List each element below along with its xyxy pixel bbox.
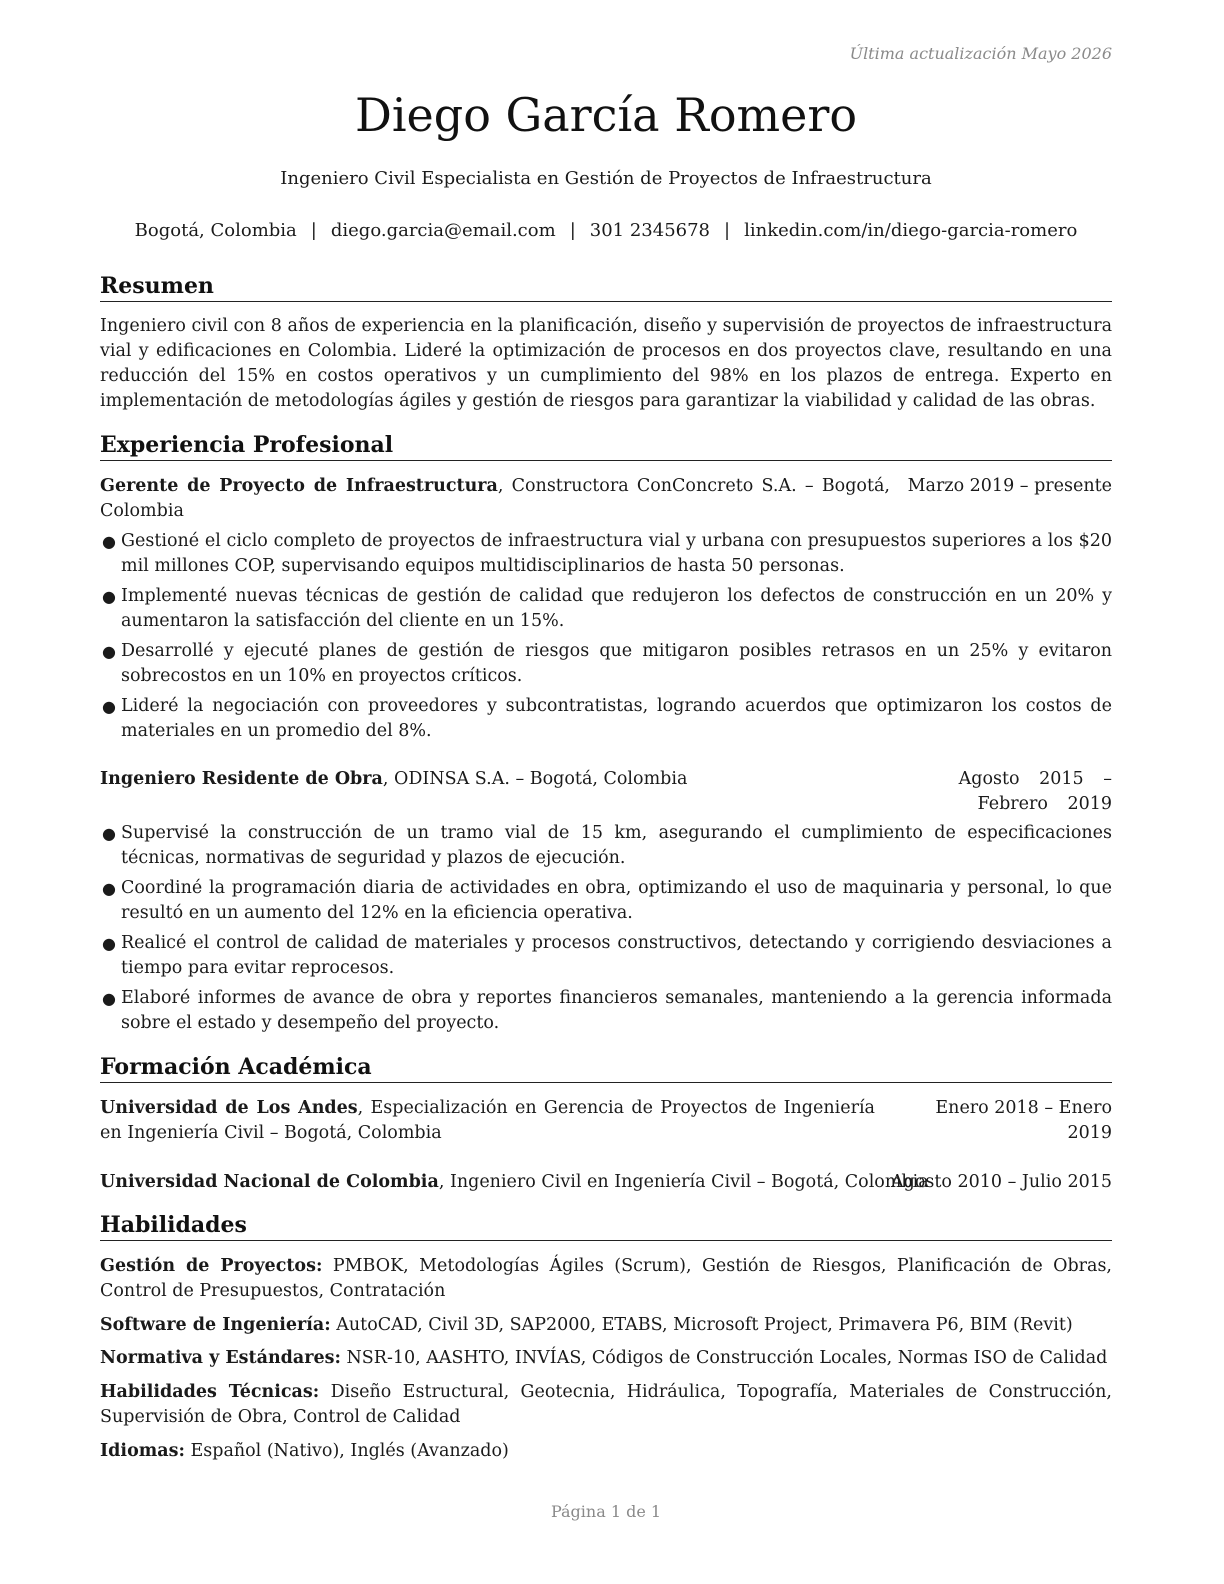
bullet-icon: ● bbox=[102, 587, 116, 606]
job-bullets bbox=[100, 821, 1112, 1041]
professional-headline: Ingeniero Civil Especialista en Gestión de Proyectos de Infraestructura bbox=[280, 168, 932, 189]
contact-separator: | bbox=[310, 220, 317, 241]
job-dates: Agosto 2015 – Febrero 2019 bbox=[958, 769, 1112, 814]
bullet-icon: ● bbox=[102, 697, 116, 716]
contact-phone[interactable]: 301 2345678 bbox=[589, 220, 711, 241]
bullet-icon: ● bbox=[102, 879, 116, 898]
skill-row bbox=[100, 1254, 1112, 1304]
list-item: ● Elaboré informes de avance de obra y reportes financieros semanales, manteniendo a la gerencia informada sobre el estado y desempeño del proyecto. bbox=[102, 988, 1112, 1033]
skill-row bbox=[100, 1346, 1112, 1371]
skill-label: Idiomas: bbox=[100, 1441, 185, 1461]
last-updated-note: Última actualización Mayo 2026 bbox=[849, 44, 1112, 63]
skill-row bbox=[100, 1313, 1112, 1338]
skill-value: PMBOK, Metodologías Ágiles (Scrum), Gestión de Riesgos, Planificación de Obras, Control de Presupuestos, Contratación bbox=[100, 1256, 1112, 1301]
skill-label: Normativa y Estándares: bbox=[100, 1348, 341, 1368]
list-item: ● Supervisé la construcción de un tramo vial de 15 km, asegurando el cumplimiento de especificaciones técnicas, normativas de seguridad y plazos de ejecución. bbox=[102, 823, 1112, 868]
job-title-line bbox=[100, 474, 890, 524]
contact-email[interactable]: diego.garcia@email.com bbox=[330, 220, 556, 241]
skill-label: Software de Ingeniería: bbox=[100, 1315, 331, 1335]
job-title-line bbox=[100, 767, 860, 792]
skill-value: Diseño Estructural, Geotecnia, Hidráulica, Topografía, Materiales de Construcción, Supervisión de Obra, Control de Calidad bbox=[100, 1382, 1112, 1427]
education-school: Universidad Nacional de Colombia bbox=[100, 1172, 439, 1192]
education-detail: , Ingeniero Civil en Ingeniería Civil – Bogotá, Colombia bbox=[438, 1172, 929, 1192]
education-dates: Enero 2018 – Enero 2019 bbox=[935, 1098, 1112, 1143]
job-company: , Constructora ConConcreto S.A. – Bogotá, Colombia bbox=[100, 476, 890, 521]
contact-location: Bogotá, Colombia bbox=[134, 220, 297, 241]
skill-row bbox=[100, 1380, 1112, 1430]
contact-separator: | bbox=[569, 220, 576, 241]
contact-linkedin[interactable]: linkedin.com/in/diego-garcia-romero bbox=[744, 220, 1078, 241]
section-title-summary: Resumen bbox=[100, 272, 1112, 302]
skill-value: AutoCAD, Civil 3D, SAP2000, ETABS, Microsoft Project, Primavera P6, BIM (Revit) bbox=[330, 1315, 1073, 1335]
page-number: Página 1 de 1 bbox=[550, 1502, 662, 1521]
education-detail: , Especialización en Gerencia de Proyectos de Ingeniería en Ingeniería Civil – Bogotá, Colombia bbox=[100, 1098, 875, 1143]
list-item: ● Coordiné la programación diaria de actividades en obra, optimizando el uso de maquinaria y personal, lo que resultó en un aumento del 12% en la eficiencia operativa. bbox=[102, 878, 1112, 923]
education-dates: Agosto 2010 – Julio 2015 bbox=[890, 1172, 1112, 1192]
bullet-icon: ● bbox=[102, 532, 116, 551]
education-school: Universidad de Los Andes bbox=[100, 1098, 358, 1118]
list-item: ● Gestioné el ciclo completo de proyectos de infraestructura vial y urbana con presupuestos superiores a los $20 mil millones COP, supervisando equipos multidisciplinarios de hasta 50 personas. bbox=[102, 531, 1112, 576]
bullet-icon: ● bbox=[102, 824, 116, 843]
job-role: Gerente de Proyecto de Infraestructura bbox=[100, 476, 498, 496]
section-title-experience: Experiencia Profesional bbox=[100, 431, 1112, 461]
job-company: , ODINSA S.A. – Bogotá, Colombia bbox=[382, 769, 688, 789]
education-title-line bbox=[100, 1170, 929, 1195]
skill-label: Habilidades Técnicas: bbox=[100, 1382, 320, 1402]
skill-value: Español (Nativo), Inglés (Avanzado) bbox=[184, 1441, 509, 1461]
section-title-education: Formación Académica bbox=[100, 1053, 1112, 1083]
contact-separator: | bbox=[724, 220, 731, 241]
job-dates: Marzo 2019 – presente bbox=[907, 476, 1112, 496]
skill-value: NSR-10, AASHTO, INVÍAS, Códigos de Construcción Locales, Normas ISO de Calidad bbox=[340, 1348, 1108, 1368]
list-item: ● Lideré la negociación con proveedores y subcontratistas, logrando acuerdos que optimizaron los costos de materiales en un promedio del 8%. bbox=[102, 696, 1112, 741]
contact-line bbox=[100, 220, 1112, 241]
bullet-icon: ● bbox=[102, 934, 116, 953]
section-title-skills: Habilidades bbox=[100, 1211, 1112, 1241]
job-role: Ingeniero Residente de Obra bbox=[100, 769, 383, 789]
job-bullets bbox=[100, 529, 1112, 749]
bullet-icon: ● bbox=[102, 642, 116, 661]
skill-row bbox=[100, 1439, 1112, 1464]
list-item: ● Realicé el control de calidad de materiales y procesos constructivos, detectando y corrigiendo desviaciones a tiempo para evitar reprocesos. bbox=[102, 933, 1112, 978]
education-title-line bbox=[100, 1096, 875, 1146]
bullet-icon: ● bbox=[102, 989, 116, 1008]
list-item: ● Desarrollé y ejecuté planes de gestión de riesgos que mitigaron posibles retrasos en un 25% y evitaron sobrecostos en un 10% en proyectos críticos. bbox=[102, 641, 1112, 686]
skill-label: Gestión de Proyectos: bbox=[100, 1256, 323, 1276]
summary-text: Ingeniero civil con 8 años de experiencia en la planificación, diseño y supervisión de proyectos de infraestructura vial y edificaciones en Colombia. Lideré la optimización de procesos en dos proyectos clave, resultando en una reducción del 15% en costos operativos y un cumplimiento del 98% en los plazos de entrega. Experto en implementación de metodologías ágiles y gestión de riesgos para garantizar la viabilidad y calidad de las obras. bbox=[100, 316, 1112, 411]
list-item: ● Implementé nuevas técnicas de gestión de calidad que redujeron los defectos de construcción en un 20% y aumentaron la satisfacción del cliente en un 15%. bbox=[102, 586, 1112, 631]
candidate-name: Diego García Romero bbox=[354, 88, 858, 142]
